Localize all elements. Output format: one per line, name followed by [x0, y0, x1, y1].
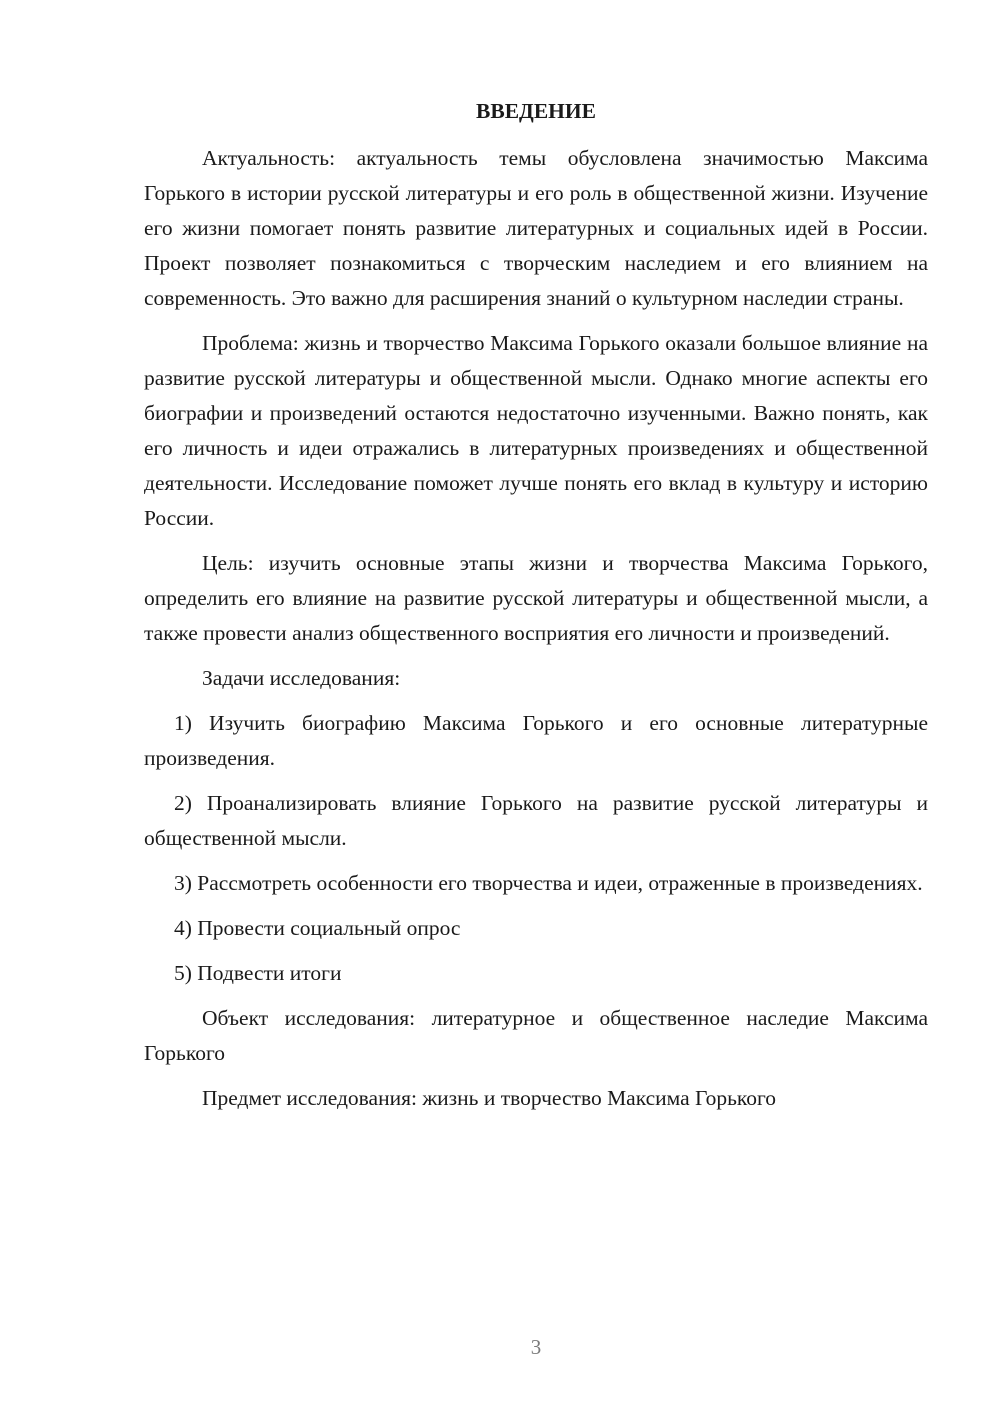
task-item-5: 5) Подвести итоги — [174, 961, 342, 985]
tasks-heading: Задачи исследования: — [202, 666, 401, 690]
task-item-3: 3) Рассмотреть особенности его творчества и идеи, отраженные в произведениях. — [174, 871, 923, 895]
object-paragraph: Объект исследования: литературное и общественное наследие Максима Горького — [144, 1006, 928, 1065]
page-content — [144, 94, 928, 1126]
task-item-2: 2) Проанализировать влияние Горького на развитие русской литературы и общественной мысли. — [144, 791, 928, 850]
task-item-4: 4) Провести социальный опрос — [174, 916, 461, 940]
subject-paragraph: Предмет исследования: жизнь и творчество Максима Горького — [202, 1086, 777, 1110]
relevance-paragraph: Актуальность: актуальность темы обусловлена значимостью Максима Горького в истории русской литературы и его роль в общественной жизни. Изучение его жизни помогает понять развитие литературных и социальных идей в России. Проект позволяет познакомиться с творческим наследием и его влиянием на современность. Это важно для расширения знаний о культурном наследии страны. — [144, 146, 928, 310]
page-title: ВВЕДЕНИЕ — [476, 99, 596, 123]
page-number: 3 — [530, 1335, 542, 1359]
task-item-1: 1) Изучить биографию Максима Горького и его основные литературные произведения. — [144, 711, 928, 770]
problem-paragraph: Проблема: жизнь и творчество Максима Горького оказали большое влияние на развитие русской литературы и общественной мысли. Однако многие аспекты его биографии и произведений остаются недостаточно изученными. Важно понять, как его личность и идеи отражались в литературных произведениях и общественной деятельности. Исследование поможет лучше понять его вклад в культуру и историю России. — [144, 331, 928, 530]
goal-paragraph: Цель: изучить основные этапы жизни и творчества Максима Горького, определить его влияние на развитие русской литературы и общественной мысли, а также провести анализ общественного восприятия его личности и произведений. — [144, 551, 928, 645]
